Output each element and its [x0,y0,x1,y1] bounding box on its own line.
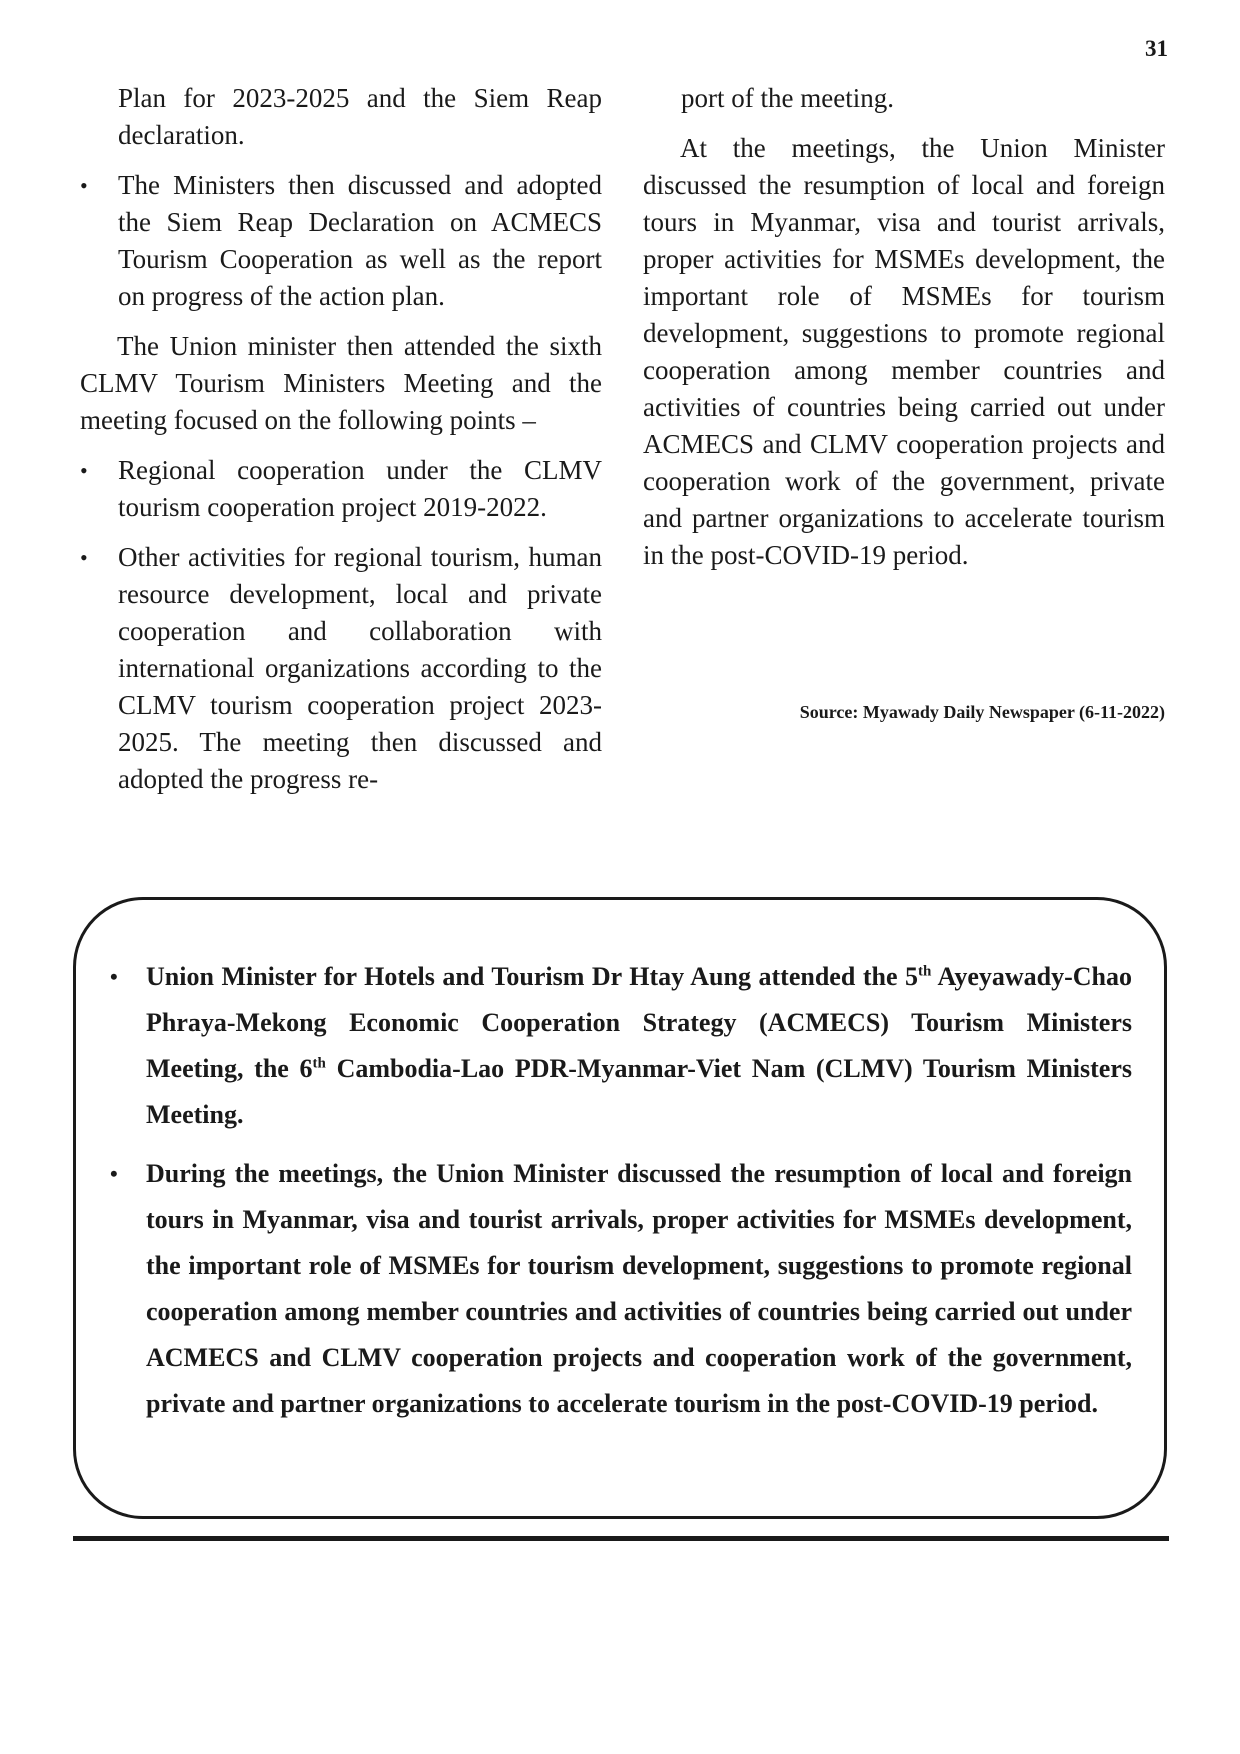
summary-text: Cambodia-Lao PDR-Myanmar-Viet Nam (CLMV) Tourism Ministers Meeting. [146,1054,1132,1129]
summary-text: Ayeyawady-Chao Phraya-Mekong Economic Cooperation Strategy (ACMECS) Tourism Ministers Meeting, the 6 [146,962,1132,1083]
summary-text: Union Minister for Hotels and Tourism Dr Htay Aung attended the 5 [146,962,919,991]
bottom-rule [73,1536,1169,1541]
list-item: • Other activities for regional tourism, human resource development, local and private cooperation and collaboration with international organizations according to the CLMV tourism cooperation project 2023-2025. The meeting then discussed and adopted the progress re- [80,539,602,798]
right-column [643,80,1165,587]
right-paragraph-continued: port of the meeting. [681,83,894,113]
left-column [80,80,602,811]
left-paragraph-continued: Plan for 2023-2025 and the Siem Reap declaration. [118,83,602,150]
ordinal-suffix: th [918,963,932,980]
summary-list [106,954,1132,1427]
page-number: 31 [1145,36,1168,61]
left-paragraph-clmv: The Union minister then attended the sixth CLMV Tourism Ministers Meeting and the meeting focused on the following points – [80,331,602,435]
ordinal-suffix: th [312,1055,326,1072]
list-item: • Regional cooperation under the CLMV tourism cooperation project 2019-2022. [80,452,602,526]
summary-item-attendance [106,954,1132,1138]
left-bullet-list-1 [80,167,602,315]
list-item: • The Ministers then discussed and adopted the Siem Reap Declaration on ACMECS Tourism Cooperation as well as the report on progress of the action plan. [80,167,602,315]
left-bullet-list-2 [80,452,602,798]
source-citation: Source: Myawady Daily Newspaper (6-11-2022) [799,702,1165,722]
summary-item-discussion: • During the meetings, the Union Minister discussed the resumption of local and foreign tours in Myanmar, visa and tourist arrivals, proper activities for MSMEs development, the important role of MSMEs for tourism development, suggestions to promote regional cooperation among member countries and activities of countries being carried out under ACMECS and CLMV cooperation projects and cooperation work of the government, private and partner organizations to accelerate tourism in the post-COVID-19 period. [106,1151,1132,1427]
summary-box [73,897,1167,1519]
right-paragraph-meetings: At the meetings, the Union Minister discussed the resumption of local and foreign tours in Myanmar, visa and tourist arrivals, proper activities for MSMEs development, the important role of MSMEs for tourism development, suggestions to promote regional cooperation among member countries and activities of countries being carried out under ACMECS and CLMV cooperation projects and cooperation work of the government, private and partner organizations to accelerate tourism in the post-COVID-19 period. [643,133,1165,570]
